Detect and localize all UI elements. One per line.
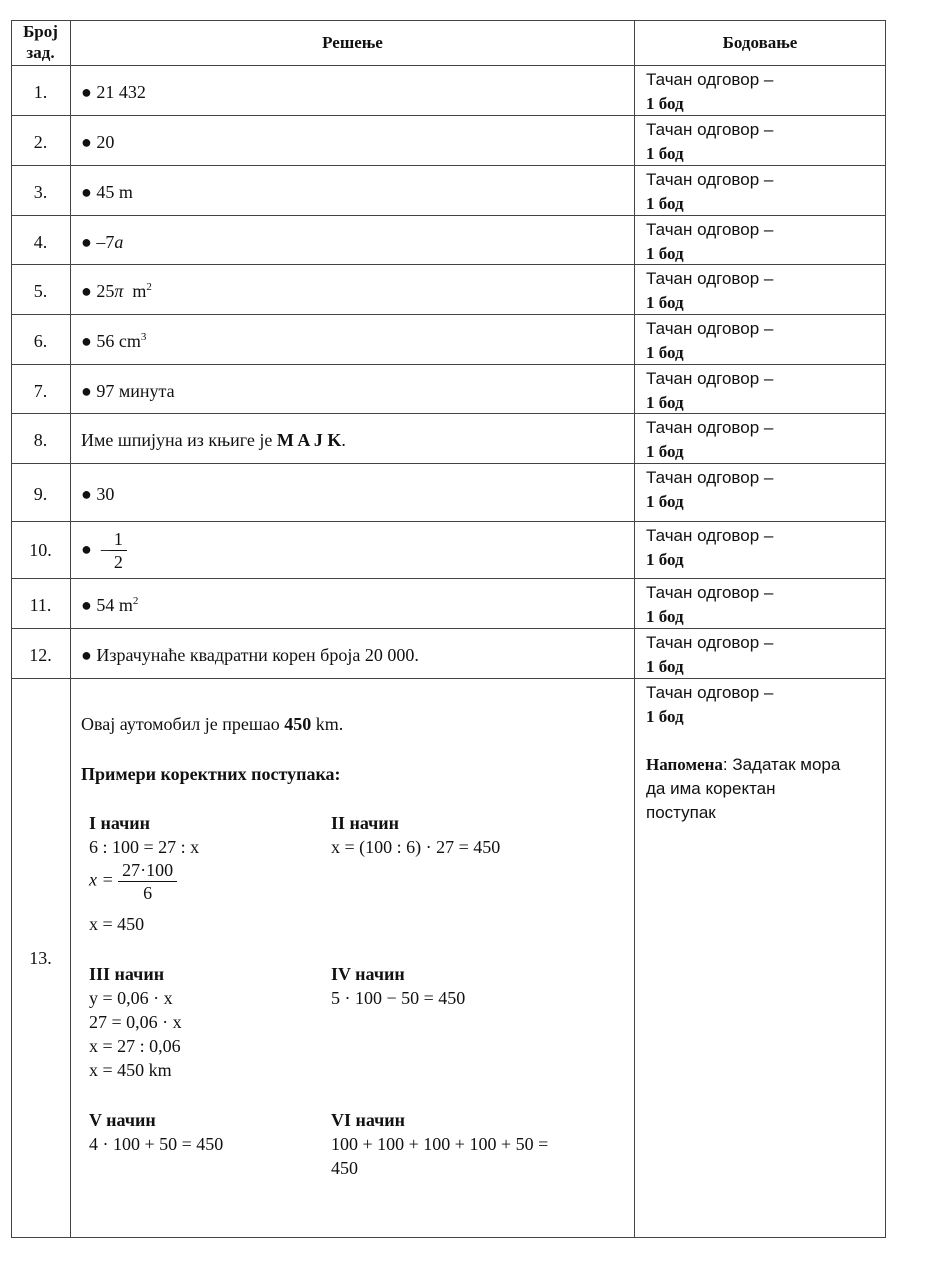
answer-text: ● 45 m [81, 182, 133, 202]
scoring-cell: Тачан одговор – 1 бод [646, 220, 774, 263]
method-line: 5 · 100 − 50 = 450 [331, 988, 466, 1008]
method-line: x = $\frac{27\cdot 100}{6}$ [89, 859, 177, 904]
scoring-cell: Тачан одговор – 1 бод [646, 683, 774, 726]
header-solution: Решење [322, 33, 383, 52]
scoring-cell: Тачан одговор – 1 бод [646, 70, 774, 113]
fraction: $\frac{1}{2}$ [110, 528, 127, 573]
header-number: Број зад. [23, 22, 58, 62]
method-title: III начин [89, 964, 165, 984]
header-scoring: Бодовање [722, 33, 798, 52]
table-border-top [11, 20, 886, 21]
method-line: 450 [331, 1158, 358, 1178]
answer-text: ● 30 [81, 484, 115, 504]
task-number: 8. [33, 430, 48, 450]
task-number: 6. [33, 331, 48, 351]
answer-text: ● 20 [81, 132, 115, 152]
method-title: V начин [89, 1110, 156, 1130]
task13-intro: Овај аутомобил је прешао 450 km. [81, 714, 344, 734]
scoring-note: Напомена: Задатак мора да има коректан поступак [646, 755, 841, 822]
task-number: 13. [29, 948, 52, 968]
examples-title: Примери коректних поступака: [81, 764, 341, 784]
table-col-divider [634, 20, 635, 1238]
task-number: 12. [29, 645, 52, 665]
task-number: 5. [33, 281, 48, 301]
scoring-cell: Тачан одговор – 1 бод [646, 269, 774, 312]
task-number: 1. [33, 82, 48, 102]
task-number: 7. [33, 381, 48, 401]
answer-text: Име шпијуна из књиге је M A J K. [81, 430, 346, 450]
method-line: 4 · 100 + 50 = 450 [89, 1134, 224, 1154]
table-col-divider [70, 20, 71, 1238]
method-line: x = 27 : 0,06 [89, 1036, 181, 1056]
table-row-divider [11, 521, 886, 522]
task-number: 9. [33, 484, 48, 504]
method-title: IV начин [331, 964, 405, 984]
task-number: 11. [29, 595, 52, 615]
task-number: 10. [29, 540, 52, 560]
scoring-cell: Тачан одговор – 1 бод [646, 633, 774, 676]
method-title: VI начин [331, 1110, 406, 1130]
table-row-divider [11, 578, 886, 579]
task-number: 3. [33, 182, 48, 202]
fraction: $\frac{27\cdot 100}{6}$ [118, 859, 177, 904]
answer-text: ● – $\frac{1}{2}$ [81, 525, 127, 573]
scoring-cell: Тачан одговор – 1 бод [646, 468, 774, 511]
scoring-cell: Тачан одговор – 1 бод [646, 418, 774, 461]
task-number: 4. [33, 232, 48, 252]
method-line: x = (100 : 6) · 27 = 450 [331, 837, 501, 857]
scoring-cell: Тачан одговор – 1 бод [646, 369, 774, 412]
scoring-cell: Тачан одговор – 1 бод [646, 526, 774, 569]
method-line: x = 450 km [89, 1060, 172, 1080]
method-line: 6 : 100 = 27 : x [89, 837, 200, 857]
method-title: II начин [331, 813, 400, 833]
method-line: y = 0,06 · x [89, 988, 173, 1008]
scoring-cell: Тачан одговор – 1 бод [646, 319, 774, 362]
method-line: 27 = 0,06 · x [89, 1012, 182, 1032]
method-line: 100 + 100 + 100 + 100 + 50 = [331, 1134, 549, 1154]
answer-text: ● 25π $m^2$ [81, 281, 152, 301]
table-border-bottom [11, 1237, 886, 1238]
task-number: 2. [33, 132, 48, 152]
answer-text: ● 21 432 [81, 82, 146, 102]
scoring-cell: Тачан одговор – 1 бод [646, 583, 774, 626]
method-title: I начин [89, 813, 151, 833]
method-line: x = 450 [89, 914, 145, 934]
answer-text: ● Израчунаће квадратни корен броја 20 000. [81, 645, 419, 665]
answer-text: ● 54 $m^2$ [81, 595, 139, 615]
table-border-right [885, 20, 886, 1238]
answer-text: ● 97 минута [81, 381, 175, 401]
answer-text: ● –7a [81, 232, 124, 252]
answer-text: ● 56 $cm^3$ [81, 331, 147, 351]
scoring-cell: Тачан одговор – 1 бод [646, 120, 774, 163]
table-row-divider [11, 65, 886, 66]
scoring-cell: Тачан одговор – 1 бод [646, 170, 774, 213]
